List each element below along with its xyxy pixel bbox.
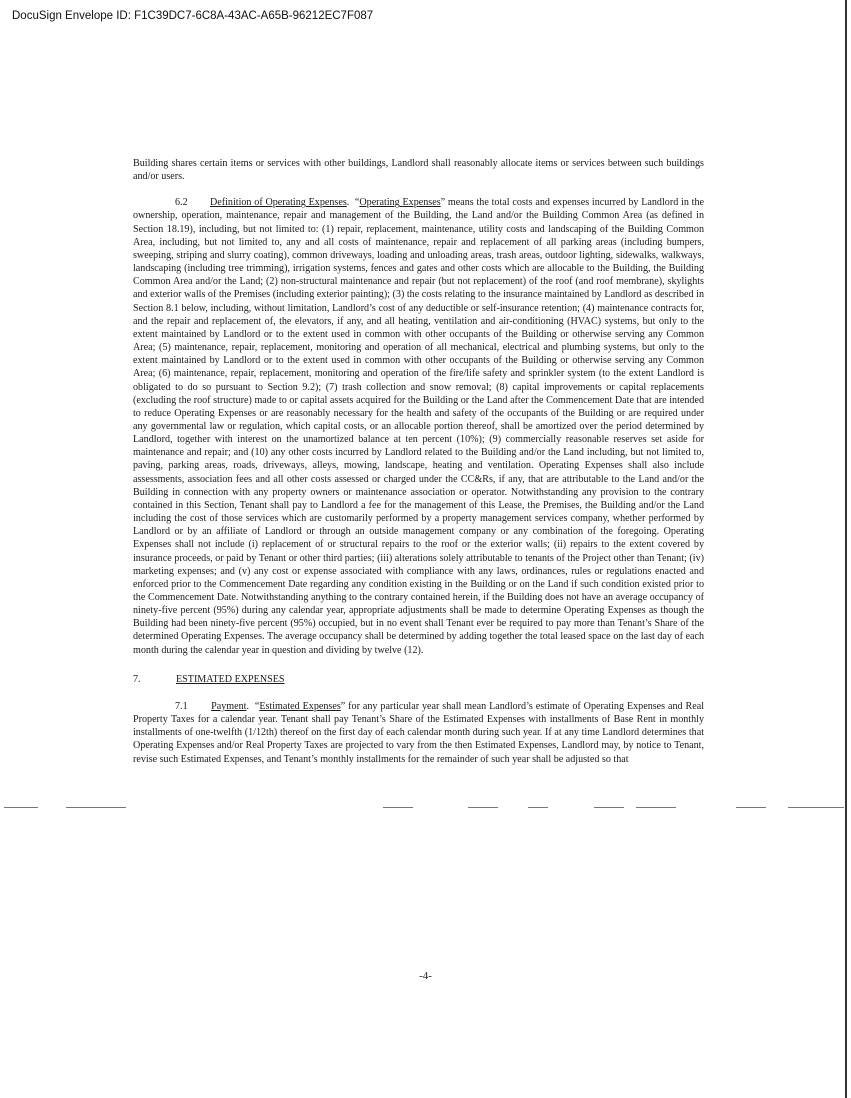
section-6-2-title: Definition of Operating Expenses [209, 197, 347, 209]
page-edge-line [845, 0, 847, 1098]
section-7-1-title: Payment [211, 700, 247, 712]
section-7-title: ESTIMATED EXPENSES [176, 673, 285, 685]
document-page-body [133, 157, 704, 766]
section-7-1-quote-open: “ [254, 700, 260, 712]
section-7-number: 7. [133, 673, 141, 685]
section-6-2-defined-term: Operating Expenses [359, 197, 441, 209]
section-7-1-body: ” for any particular year shall mean Landlord’s estimate of Operating Expenses and Real Property Taxes for a calendar year. Tenant shall pay Tenant’s Share of the Estimated Expenses with installments of Base Rent in monthly installments of one-twelfth (1/12th) thereof on the first day of each calendar month during such year. If at any time Landlord determines that Operating Expenses and/or Real Property Taxes are projected to vary from the then Estimated Expenses, Landlord may, by notice to Tenant, revise such Estimated Expenses, and Tenant’s monthly installments for the remainder of such year shall be adjusted so that [133, 700, 705, 765]
section-6-2-body: ” means the total costs and expenses incurred by Landlord in the ownership, operation, maintenance, repair and management of the Building, the Land and/or the Building Common Area (as defined in Section 18.19), including, but not limited to: (1) repair, replacement, maintenance, utility costs and landscaping of the Building Common Area, including, but not limited to, any and all costs of maintenance, repair and replacement of all parking areas (including bumpers, sweeping, striping and slurry coating), common driveways, loading and unloading areas, trash areas, outdoor lighting, sidewalks, walkways, landscaping (including tree trimming), irrigation systems, fences and gates and other costs which are allocable to the Building, the Building Common Area and/or the Land; (2) non-structural maintenance and repair (but not replacement) of the roof (and roof membrane), skylights and exterior walls of the Premises (including exterior painting); (3) the costs relating to the insurance maintained by Landlord as described in Section 8.1 below, including, without limitation, Landlord’s cost of any deductible or self-insurance retention; (4) maintenance contracts for, and the repair and replacement of, the elevators, if any, and all heating, ventilation and air-conditioning (HVAC) systems, but only to the extent maintained by Landlord or to the extent used in common with other occupants of the Building or otherwise serving any Common Area; (5) maintenance, repair, replacement, monitoring and operation of all mechanical, electrical and plumbing systems, but only to the extent maintained by Landlord or to the extent used in common with other occupants of the Building or otherwise serving any Common Area; (6) maintenance, repair, replacement, monitoring and operation of the fire/life safety and sprinkler system (to the extent Landlord is obligated to do so pursuant to Section 9.2); (7) trash collection and snow removal; (8) capital improvements or capital replacements (excluding the roof structure) made to or capital assets acquired for the Building or the Land after the Commencement Date that are intended to reduce Operating Expenses or are reasonably necessary for the health and safety of the occupants of the Building or are required under any governmental law or regulation, which capital costs, or an allocable portion thereof, shall be amortized over the period determined by Landlord, together with interest on the unamortized balance at ten percent (10%); (9) commercially reasonable reserves set aside for maintenance and repair; and (10) any other costs incurred by Landlord related to the Building and/or the Land including, but not limited to, paving, parking areas, roads, driveways, alleys, mowing, landscape, heating and ventilation. Operating Expenses shall also include assessments, association fees and all other costs assessed or charged under the CC&Rs, if any, that are attributable to the Land and/or the Building in connection with any property owners or maintenance association or operator. Notwithstanding any provision to the contrary contained in this Section, Tenant shall pay to Landlord a fee for the management of this Lease, the Premises, the Building and/or the Land including the cost of those services which are customarily performed by a property management services company, whether performed by Landlord or by an affiliate of Landlord or through an outside management company or any combination of the foregoing. Operating Expenses shall not include (i) replacement of or structural repairs to the roof or the exterior walls; (ii) repairs to the extent covered by insurance proceeds, or paid by Tenant or other third parties; (iii) alterations solely attributable to tenants of the Project other than Tenant; (iv) marketing expenses; and (v) any cost or expense associated with compliance with any laws, ordinances, rules or regulations enacted and enforced prior to the Commencement Date regarding any condition existing in the Building or on the Land if such condition existed prior to the Commencement Date. Notwithstanding anything to the contrary contained herein, if the Building does not have an average occupancy of ninety-five percent (95%) during any calendar year, appropriate adjustments shall be made to determine Operating Expenses as though the Building had been ninety-five percent (95%) occupied, but in no event shall Tenant ever be required to pay more than Tenant’s Share of the determined Operating Expenses. The average occupancy shall be determined by adding together the total leased space on the last day of each month during the calendar year in question and dividing by twelve (12). [133, 197, 705, 656]
section-6-2-paragraph [133, 196, 704, 656]
section-7-1-defined-term: Estimated Expenses [259, 700, 341, 712]
section-6-2-number: 6.2 [175, 197, 188, 209]
section-6-2-quote-open: “ [354, 197, 360, 209]
section-7-1-title-punct: . [246, 700, 249, 712]
section-7-1-number: 7.1 [175, 700, 188, 712]
docusign-envelope-id: DocuSign Envelope ID: F1C39DC7-6C8A-43AC-A65B-96212EC7F087 [12, 10, 374, 22]
section-7-1-paragraph [133, 700, 704, 766]
intro-paragraph: Building shares certain items or services with other buildings, Landlord shall reasonably allocate items or services between such buildings and/or users. [133, 158, 704, 183]
scan-fold-line [0, 807, 851, 808]
page-number: -4- [419, 970, 432, 982]
section-6-2-title-punct: . [346, 197, 350, 209]
section-7-heading [133, 673, 704, 686]
